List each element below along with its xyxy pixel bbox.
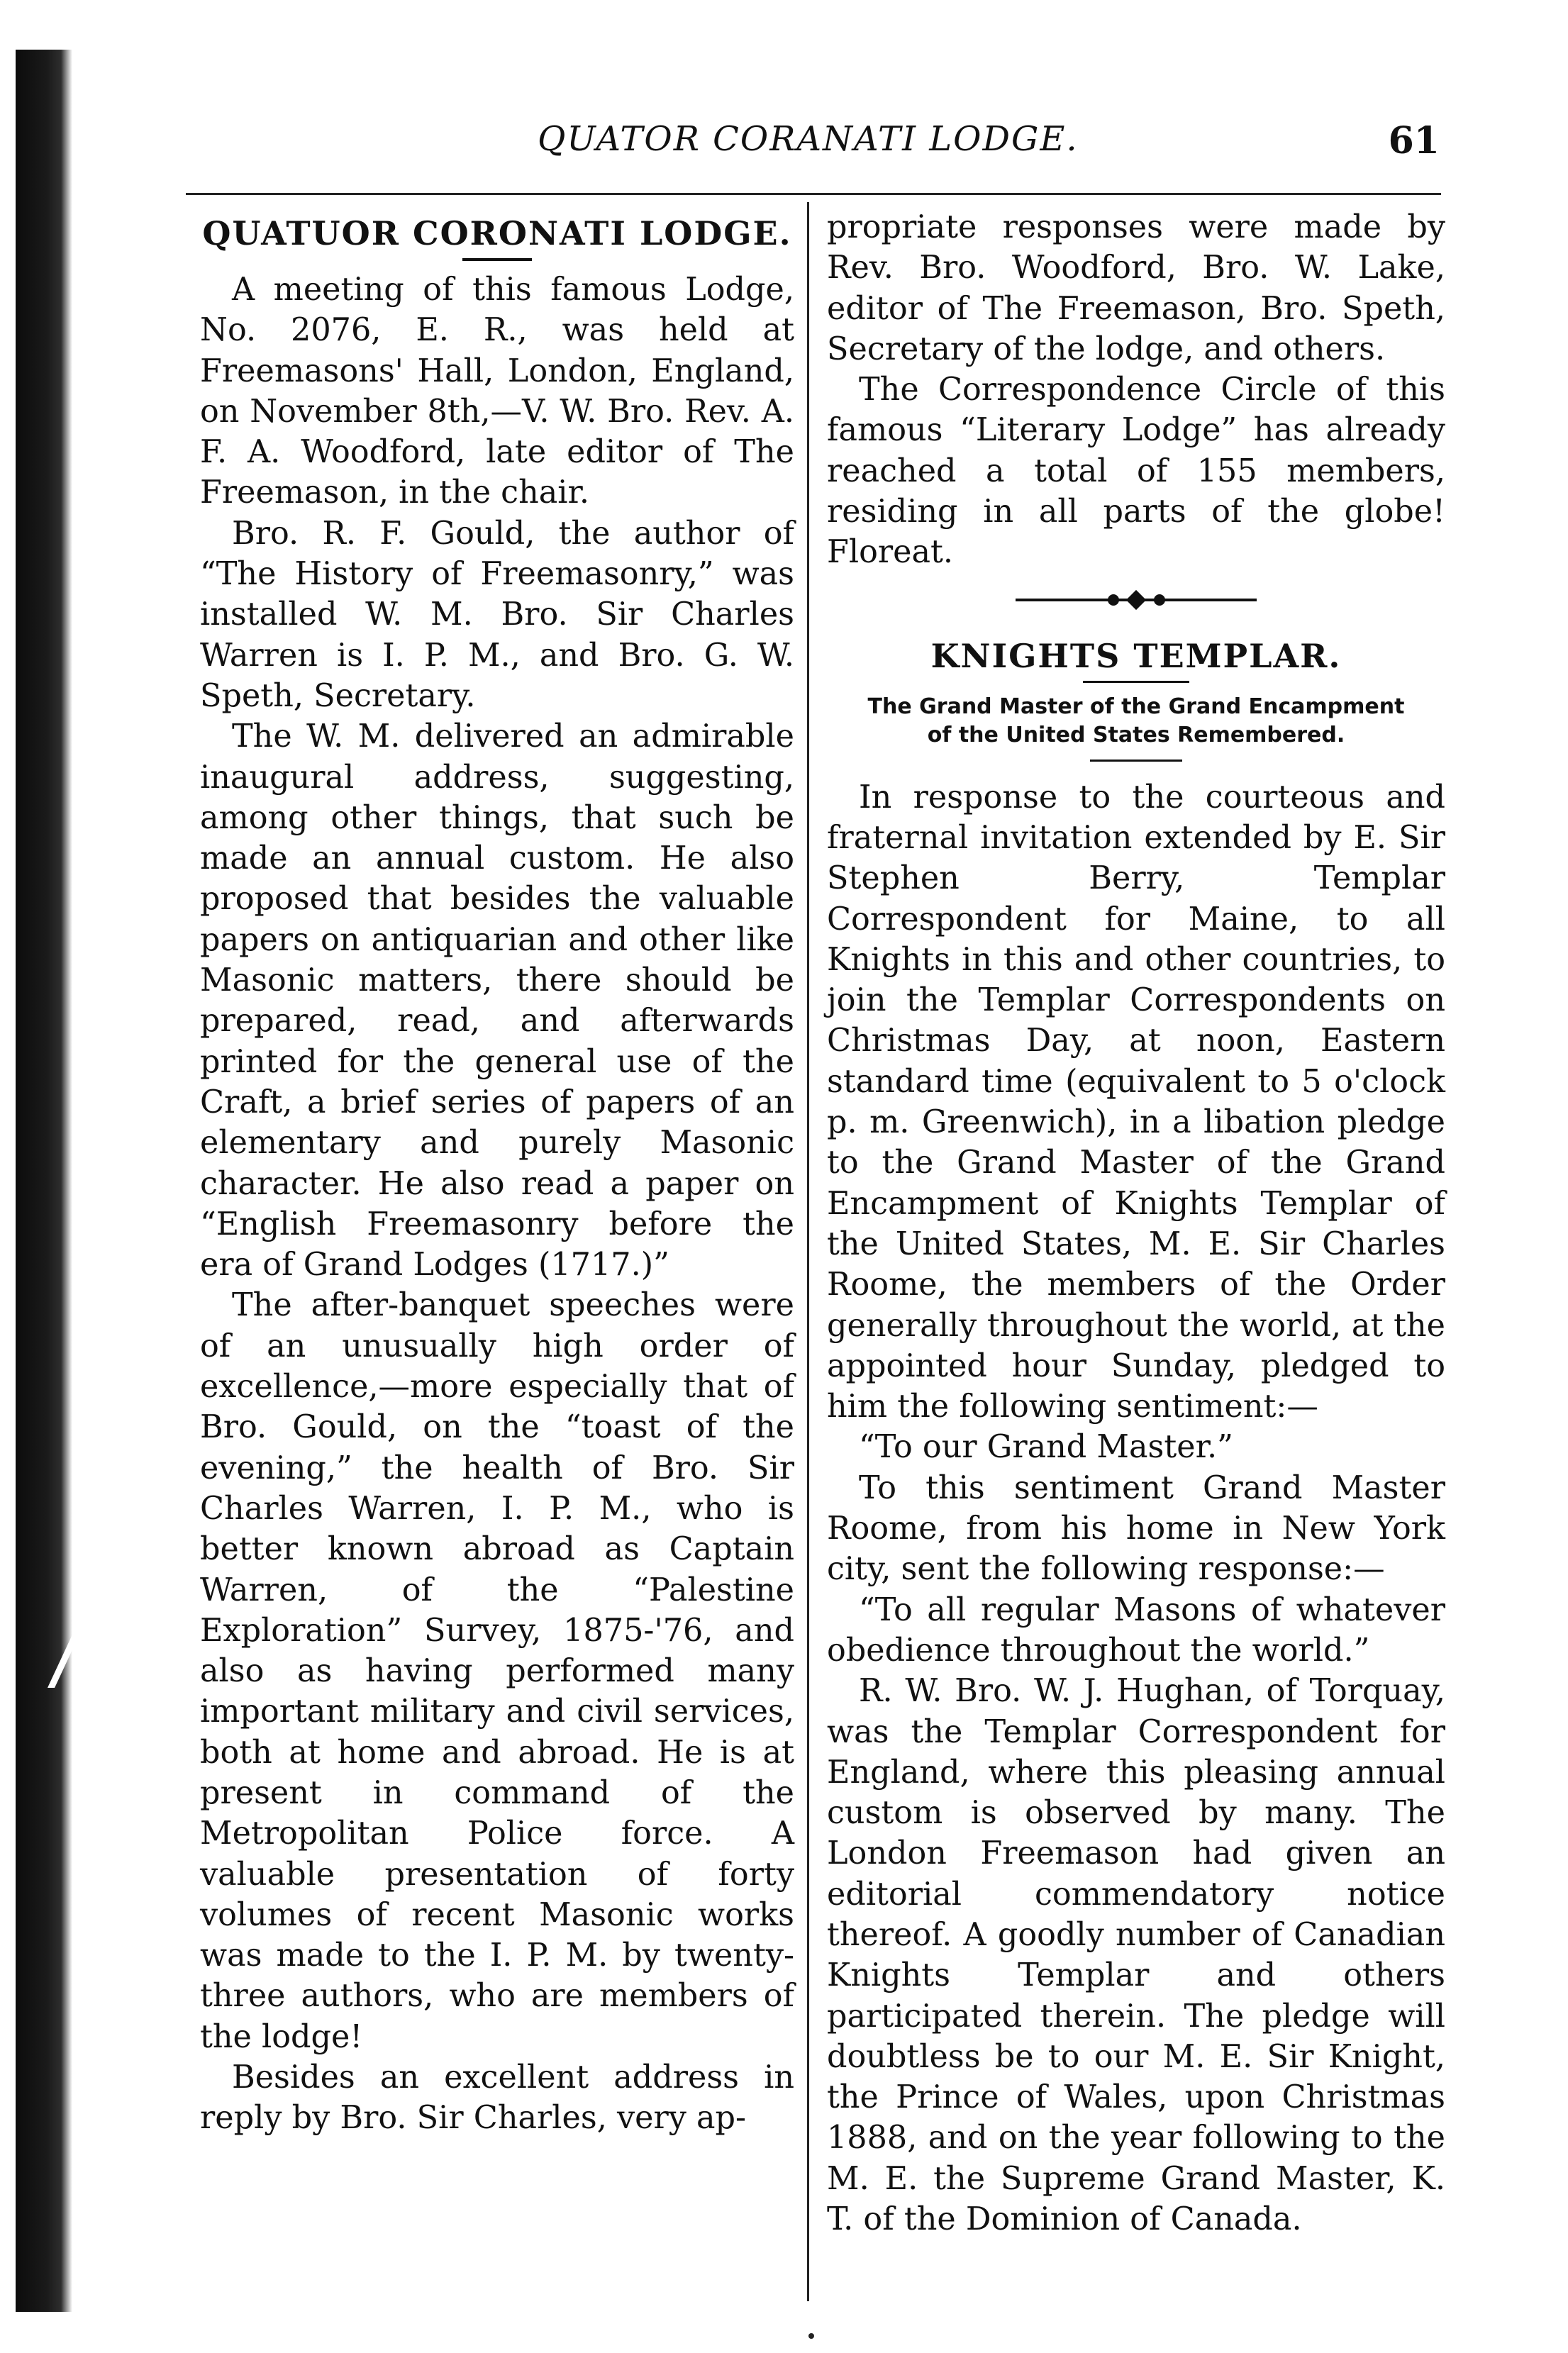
paragraph-continuation: propriate responses were made by Rev. Bro. Woodford, Bro. W. Lake, editor of The Freemason, Bro. Speth, Secretary of the lodge, and others. <box>827 209 1445 367</box>
running-head <box>191 119 1440 183</box>
heading-rule-2 <box>1083 681 1189 683</box>
section-ornament <box>1016 590 1257 610</box>
paragraph-5: Besides an excellent address in reply by Bro. Sir Charles, very ap- <box>200 2059 794 2137</box>
paragraph-response: In response to the courteous and fraternal invitation extended by E. Sir Stephen Berry, Templar Correspondent for Maine, to all Knights in this and other countries, to join the Templar Correspondents on Christmas Day, at noon, Eastern standard time (equivalent to 5 o'clock p. m. Greenwich), in a libation pledge to the Grand Master of the Grand Encampment of Knights Templar of the United States, M. E. Sir Charles Roome, the members of the Order generally throughout the world, at the appointed hour Sunday, pledged to him the following sentiment:— <box>827 779 1445 1425</box>
bottom-dot <box>808 2333 814 2339</box>
article-subhead: The Grand Master of the Grand Encampment of the United States Remembered. <box>867 694 1405 747</box>
column-divider <box>807 202 809 2301</box>
paragraph-1: A meeting of this famous Lodge, No. 2076, E. R., was held at Freemasons' Hall, London, England, on November 8th,—V. W. Bro. Rev. A. F. A. Woodford, late editor of The Freemason, in the chair. <box>200 272 794 511</box>
article-heading-quatuor-coronati: QUATUOR CORONATI LODGE. <box>202 214 792 252</box>
paragraph-reply: “To all regular Masons of whatever obedience throughout the world.” <box>827 1591 1445 1669</box>
left-column <box>200 207 794 2139</box>
header-rule <box>186 193 1441 195</box>
running-head-title: QUATOR CORANATI LODGE. <box>538 119 1079 159</box>
paragraph-correspondence-circle: The Correspondence Circle of this famous “Literary Lodge” has already reached a total of 155 members, residing in all parts of the globe! Floreat. <box>827 372 1445 571</box>
paragraph-toast: “To our Grand Master.” <box>859 1429 1233 1466</box>
heading-rule <box>462 258 532 261</box>
subhead-rule <box>1090 760 1182 762</box>
paragraph-3: The W. M. delivered an admirable inaugural address, suggesting, among other things, that such be made an annual custom. He also proposed that besides the valuable papers on antiquarian and other like Masonic matters, there should be prepared, read, and afterwards printed for the general use of the Craft, a brief series of papers of an elementary and purely Masonic character. He also read a paper on “English Freemasonry before the era of Grand Lodges (1717.)” <box>200 718 794 1284</box>
page-number: 61 <box>1388 119 1440 162</box>
paragraph-4: The after-banquet speeches were of an unusually high order of excellence,—more especially that of Bro. Gould, on the “toast of the evening,” the health of Bro. Sir Charles Warren, I. P. M., who is better known abroad as Captain Warren, of the “Palestine Exploration” Survey, 1875-'76, and also as having performed many important military and civil services, both at home and abroad. He is at present in command of the Metropolitan Police force. A valuable presentation of forty volumes of recent Masonic works was made to the I. P. M. by twenty-three authors, who are members of the lodge! <box>200 1287 794 2055</box>
article-heading-knights-templar: KNIGHTS TEMPLAR. <box>930 636 1342 675</box>
scan-edge-shadow <box>16 50 72 2312</box>
paragraph-roome: To this sentiment Grand Master Roome, from his home in New York city, sent the following response:— <box>827 1469 1445 1588</box>
paragraph-hughan: R. W. Bro. W. J. Hughan, of Torquay, was the Templar Correspondent for England, where this pleasing annual custom is observed by many. The London Freemason had given an editorial commendatory notice thereof. A goodly number of Canadian Knights Templar and others participated therein. The pledge will doubtless be to our M. E. Sir Knight, the Prince of Wales, upon Christmas 1888, and on the year following to the M. E. the Supreme Grand Master, K. T. of the Dominion of Canada. <box>827 1673 1445 2238</box>
right-column <box>827 207 1445 2240</box>
paragraph-2: Bro. R. F. Gould, the author of “The History of Freemasonry,” was installed W. M. Bro. Sir Charles Warren is I. P. M., and Bro. G. W. Speth, Secretary. <box>200 515 794 714</box>
